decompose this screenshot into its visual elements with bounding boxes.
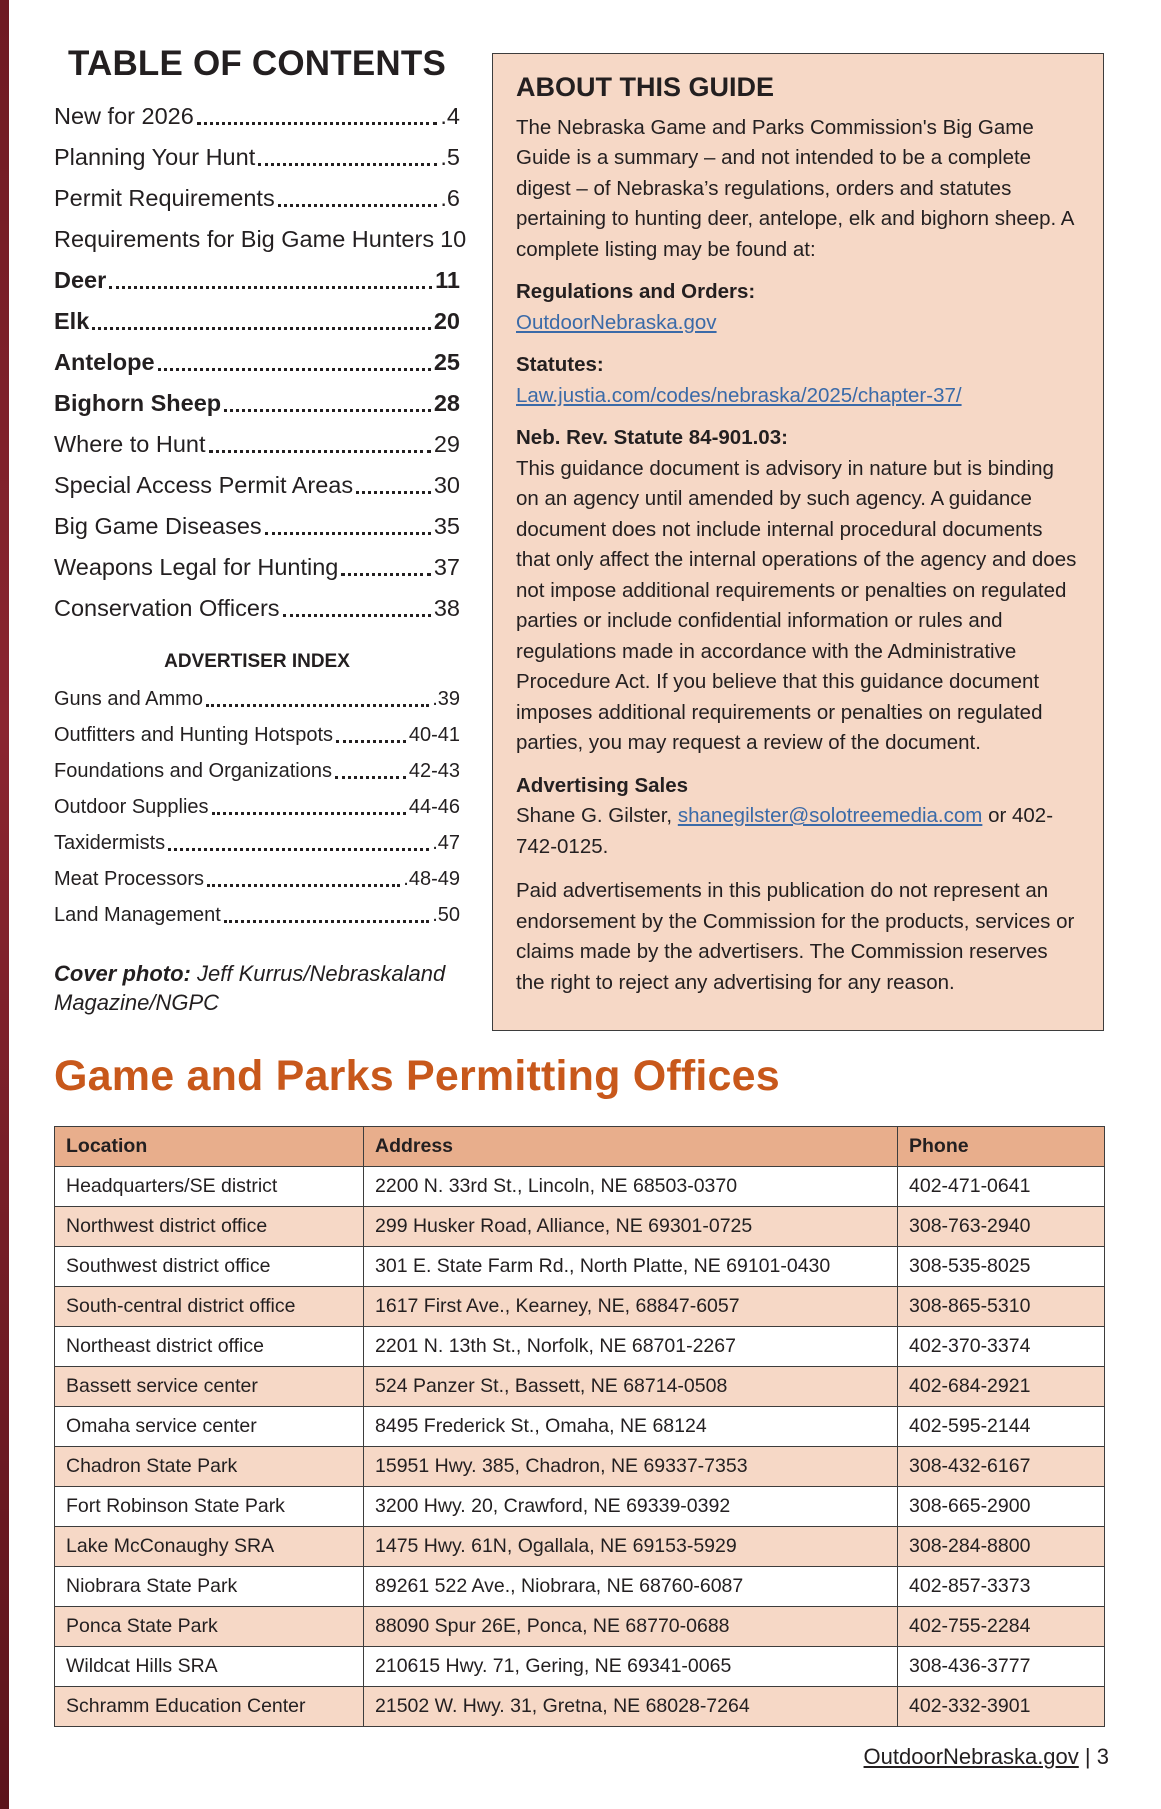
footer-site-link[interactable]: OutdoorNebraska.gov bbox=[863, 1744, 1079, 1769]
dot-leader bbox=[283, 614, 431, 617]
page-number: 3 bbox=[1096, 1744, 1109, 1769]
dot-leader bbox=[207, 884, 400, 887]
toc-entry-label: Elk bbox=[54, 308, 90, 334]
toc-entry bbox=[54, 219, 467, 260]
about-title: ABOUT THIS GUIDE bbox=[516, 72, 775, 102]
office-location-cell: Niobrara State Park bbox=[55, 1567, 364, 1607]
advertising-contact-name: Shane G. Gilster, bbox=[516, 804, 673, 827]
advertiser-index-list bbox=[54, 681, 460, 933]
office-phone-cell: 308-535-8025 bbox=[898, 1247, 1105, 1287]
column-header-address: Address bbox=[364, 1127, 898, 1167]
office-phone-cell: 402-755-2284 bbox=[898, 1607, 1105, 1647]
toc-entry bbox=[54, 137, 460, 178]
advertiser-index-entry bbox=[54, 861, 460, 897]
toc-entry-page: 28 bbox=[433, 390, 460, 416]
office-location-cell: Headquarters/SE district bbox=[55, 1167, 364, 1207]
office-phone-cell: 402-370-3374 bbox=[898, 1327, 1105, 1367]
office-phone-cell: 308-284-8800 bbox=[898, 1527, 1105, 1567]
dot-leader bbox=[278, 204, 438, 207]
advertiser-entry-label: Guns and Ammo bbox=[54, 688, 203, 710]
office-location-cell: Northeast district office bbox=[55, 1327, 364, 1367]
toc-entry-label: Planning Your Hunt bbox=[54, 144, 256, 170]
office-location-cell: Southwest district office bbox=[55, 1247, 364, 1287]
office-location-cell: Lake McConaughy SRA bbox=[55, 1527, 364, 1567]
dot-leader bbox=[336, 740, 406, 743]
regulations-label: Regulations and Orders: bbox=[516, 280, 756, 303]
advertiser-index-entry bbox=[54, 825, 460, 861]
toc-entry-page: 38 bbox=[433, 595, 460, 621]
toc-entry-label: Big Game Diseases bbox=[54, 513, 262, 539]
office-location-cell: Bassett service center bbox=[55, 1367, 364, 1407]
footer-separator: | bbox=[1084, 1744, 1091, 1769]
advertiser-entry-label: Outfitters and Hunting Hotspots bbox=[54, 724, 334, 746]
office-address-cell: 21502 W. Hwy. 31, Gretna, NE 68028-7264 bbox=[364, 1687, 898, 1727]
toc-entry bbox=[54, 260, 460, 301]
advertiser-entry-page: 40-41 bbox=[408, 724, 460, 746]
toc-entry-page: .4 bbox=[440, 103, 460, 129]
office-address-cell: 2201 N. 13th St., Norfolk, NE 68701-2267 bbox=[364, 1327, 898, 1367]
toc-entry bbox=[54, 342, 460, 383]
office-address-cell: 1617 First Ave., Kearney, NE, 68847-6057 bbox=[364, 1287, 898, 1327]
toc-entry-label: Bighorn Sheep bbox=[54, 390, 222, 416]
advertiser-entry-page: .47 bbox=[432, 832, 460, 854]
office-address-cell: 8495 Frederick St., Omaha, NE 68124 bbox=[364, 1407, 898, 1447]
office-phone-cell: 308-665-2900 bbox=[898, 1487, 1105, 1527]
offices-header-row bbox=[55, 1127, 1105, 1167]
advertiser-entry-page: .50 bbox=[432, 904, 460, 926]
advertiser-entry-label: Taxidermists bbox=[54, 832, 166, 854]
office-phone-cell: 402-332-3901 bbox=[898, 1687, 1105, 1727]
dot-leader bbox=[258, 163, 437, 166]
toc-entry bbox=[54, 465, 460, 506]
table-row bbox=[55, 1207, 1105, 1247]
advertiser-index-entry bbox=[54, 789, 460, 825]
dot-leader bbox=[265, 532, 431, 535]
advertising-phone: 402-742-0125. bbox=[516, 804, 1054, 858]
table-row bbox=[55, 1407, 1105, 1447]
office-phone-cell: 308-763-2940 bbox=[898, 1207, 1105, 1247]
column-header-phone: Phone bbox=[898, 1127, 1105, 1167]
office-location-cell: Schramm Education Center bbox=[55, 1687, 364, 1727]
table-row bbox=[55, 1447, 1105, 1487]
advertiser-index-entry bbox=[54, 897, 460, 933]
advertiser-entry-page: 42-43 bbox=[408, 760, 460, 782]
office-address-cell: 301 E. State Farm Rd., North Platte, NE 69101-0430 bbox=[364, 1247, 898, 1287]
table-row bbox=[55, 1287, 1105, 1327]
page-footer bbox=[864, 1744, 1109, 1770]
table-row bbox=[55, 1487, 1105, 1527]
table-row bbox=[55, 1607, 1105, 1647]
toc-entry-label: Weapons Legal for Hunting bbox=[54, 554, 339, 580]
toc-entry-page: 20 bbox=[433, 308, 460, 334]
offices-table bbox=[54, 1126, 1105, 1727]
office-phone-cell: 308-432-6167 bbox=[898, 1447, 1105, 1487]
toc-entry-page: .6 bbox=[440, 185, 460, 211]
table-row bbox=[55, 1167, 1105, 1207]
dot-leader bbox=[206, 704, 429, 707]
advertiser-entry-page: .39 bbox=[432, 688, 460, 710]
table-row bbox=[55, 1247, 1105, 1287]
advertiser-entry-label: Outdoor Supplies bbox=[54, 796, 209, 818]
table-row bbox=[55, 1327, 1105, 1367]
advertiser-entry-label: Foundations and Organizations bbox=[54, 760, 332, 782]
office-location-cell: Fort Robinson State Park bbox=[55, 1487, 364, 1527]
advertiser-entry-page: 44-46 bbox=[408, 796, 460, 818]
about-this-guide-box bbox=[492, 53, 1104, 1031]
toc-list bbox=[54, 96, 467, 629]
office-location-cell: Ponca State Park bbox=[55, 1607, 364, 1647]
table-of-contents bbox=[54, 44, 467, 1017]
advertising-or: or bbox=[988, 804, 1007, 827]
dot-leader bbox=[224, 920, 429, 923]
statutes-label: Statutes: bbox=[516, 353, 604, 376]
table-row bbox=[55, 1567, 1105, 1607]
office-phone-cell: 402-857-3373 bbox=[898, 1567, 1105, 1607]
office-location-cell: Northwest district office bbox=[55, 1207, 364, 1247]
advertising-disclaimer: Paid advertisements in this publication do not represent an endorsement by the Commission for the products, services or claims made by the advertisers. The Commission reserves the right to reject any advertising for any reason. bbox=[516, 879, 1075, 994]
advertising-sales-label: Advertising Sales bbox=[516, 773, 689, 797]
toc-entry bbox=[54, 588, 460, 629]
about-intro: The Nebraska Game and Parks Commission's Big Game Guide is a summary – and not intended to be a complete digest – of Nebraska’s regulations, orders and statutes pertaining to hunting deer, antelope, elk and bighorn sheep. A complete listing may be found at: bbox=[516, 115, 1074, 261]
toc-entry-page: 10 bbox=[440, 226, 467, 252]
dot-leader bbox=[92, 327, 431, 330]
office-phone-cell: 402-471-0641 bbox=[898, 1167, 1105, 1207]
dot-leader bbox=[197, 122, 438, 125]
toc-entry-label: Requirements for Big Game Hunters bbox=[54, 226, 435, 252]
statutes-link[interactable]: Law.justia.com/codes/nebraska/2025/chapter-37/ bbox=[516, 383, 962, 407]
office-phone-cell: 402-684-2921 bbox=[898, 1367, 1105, 1407]
office-address-cell: 210615 Hwy. 71, Gering, NE 69341-0065 bbox=[364, 1647, 898, 1687]
toc-entry-page: 35 bbox=[433, 513, 460, 539]
office-location-cell: South-central district office bbox=[55, 1287, 364, 1327]
dot-leader bbox=[209, 450, 431, 453]
advertiser-entry-page: .48-49 bbox=[403, 868, 460, 890]
office-address-cell: 299 Husker Road, Alliance, NE 69301-0725 bbox=[364, 1207, 898, 1247]
toc-entry-label: Deer bbox=[54, 267, 107, 293]
toc-entry-page: .5 bbox=[440, 144, 460, 170]
dot-leader bbox=[109, 286, 432, 289]
offices-table-body bbox=[55, 1167, 1105, 1727]
table-row bbox=[55, 1647, 1105, 1687]
office-address-cell: 3200 Hwy. 20, Crawford, NE 69339-0392 bbox=[364, 1487, 898, 1527]
office-phone-cell: 308-436-3777 bbox=[898, 1647, 1105, 1687]
office-address-cell: 89261 522 Ave., Niobrara, NE 68760-6087 bbox=[364, 1567, 898, 1607]
advertiser-index-entry bbox=[54, 753, 460, 789]
toc-entry-page: 25 bbox=[433, 349, 460, 375]
toc-entry bbox=[54, 96, 460, 137]
office-address-cell: 524 Panzer St., Bassett, NE 68714-0508 bbox=[364, 1367, 898, 1407]
office-address-cell: 15951 Hwy. 385, Chadron, NE 69337-7353 bbox=[364, 1447, 898, 1487]
cover-photo-label: Cover photo: bbox=[54, 961, 191, 986]
toc-entry-label: Where to Hunt bbox=[54, 431, 206, 457]
advertiser-index-entry bbox=[54, 717, 460, 753]
toc-entry bbox=[54, 178, 460, 219]
advertiser-entry-label: Meat Processors bbox=[54, 868, 205, 890]
toc-entry-page: 29 bbox=[433, 431, 460, 457]
statute-label: Neb. Rev. Statute 84-901.03: bbox=[516, 426, 788, 449]
statute-text: This guidance document is advisory in nature but is binding on an agency until amended by such agency. A guidance document does not include internal procedural documents that only affect the internal operations of the agency and does not impose additional requirements or penalties on regulated parties or include confidential information or rules and regulations made in accordance with the Administrative Procedure Act. If you believe that this guidance document imposes additional requirements or penalties on regulated parties, you may request a review of the document. bbox=[516, 456, 1077, 754]
office-address-cell: 2200 N. 33rd St., Lincoln, NE 68503-0370 bbox=[364, 1167, 898, 1207]
toc-entry-label: Permit Requirements bbox=[54, 185, 275, 211]
toc-entry-label: Conservation Officers bbox=[54, 595, 280, 621]
toc-entry-page: 37 bbox=[433, 554, 460, 580]
toc-entry-page: 30 bbox=[433, 472, 460, 498]
toc-entry-label: Antelope bbox=[54, 349, 155, 375]
page-edge-stripe bbox=[0, 0, 9, 1809]
regulations-link[interactable]: OutdoorNebraska.gov bbox=[516, 310, 717, 334]
toc-entry bbox=[54, 547, 460, 588]
table-row bbox=[55, 1687, 1105, 1727]
dot-leader bbox=[356, 491, 431, 494]
toc-entry bbox=[54, 424, 460, 465]
dot-leader bbox=[158, 368, 431, 371]
office-address-cell: 88090 Spur 26E, Ponca, NE 68770-0688 bbox=[364, 1607, 898, 1647]
table-row bbox=[55, 1367, 1105, 1407]
office-location-cell: Chadron State Park bbox=[55, 1447, 364, 1487]
toc-entry bbox=[54, 506, 460, 547]
dot-leader bbox=[341, 573, 430, 576]
advertiser-entry-label: Land Management bbox=[54, 904, 221, 926]
office-phone-cell: 402-595-2144 bbox=[898, 1407, 1105, 1447]
advertising-email-link[interactable]: shanegilster@solotreemedia.com bbox=[677, 804, 983, 827]
toc-entry-label: New for 2026 bbox=[54, 103, 194, 129]
cover-photo-credit bbox=[54, 959, 460, 1017]
dot-leader bbox=[212, 812, 406, 815]
advertiser-index-entry bbox=[54, 681, 460, 717]
cover-photo-credit-text: Jeff Kurrus/Nebraskaland Magazine/NGPC bbox=[54, 961, 446, 1015]
column-header-location: Location bbox=[55, 1127, 364, 1167]
toc-entry-page: 11 bbox=[435, 267, 460, 293]
dot-leader bbox=[168, 848, 429, 851]
offices-title: Game and Parks Permitting Offices bbox=[54, 1052, 780, 1100]
office-location-cell: Wildcat Hills SRA bbox=[55, 1647, 364, 1687]
toc-entry bbox=[54, 301, 460, 342]
advertiser-index-title: ADVERTISER INDEX bbox=[164, 651, 350, 672]
office-location-cell: Omaha service center bbox=[55, 1407, 364, 1447]
office-address-cell: 1475 Hwy. 61N, Ogallala, NE 69153-5929 bbox=[364, 1527, 898, 1567]
toc-title: TABLE OF CONTENTS bbox=[67, 44, 446, 83]
toc-entry bbox=[54, 383, 460, 424]
dot-leader bbox=[224, 409, 431, 412]
toc-entry-label: Special Access Permit Areas bbox=[54, 472, 354, 498]
dot-leader bbox=[335, 776, 406, 779]
table-row bbox=[55, 1527, 1105, 1567]
advertising-contact bbox=[516, 801, 1081, 862]
office-phone-cell: 308-865-5310 bbox=[898, 1287, 1105, 1327]
